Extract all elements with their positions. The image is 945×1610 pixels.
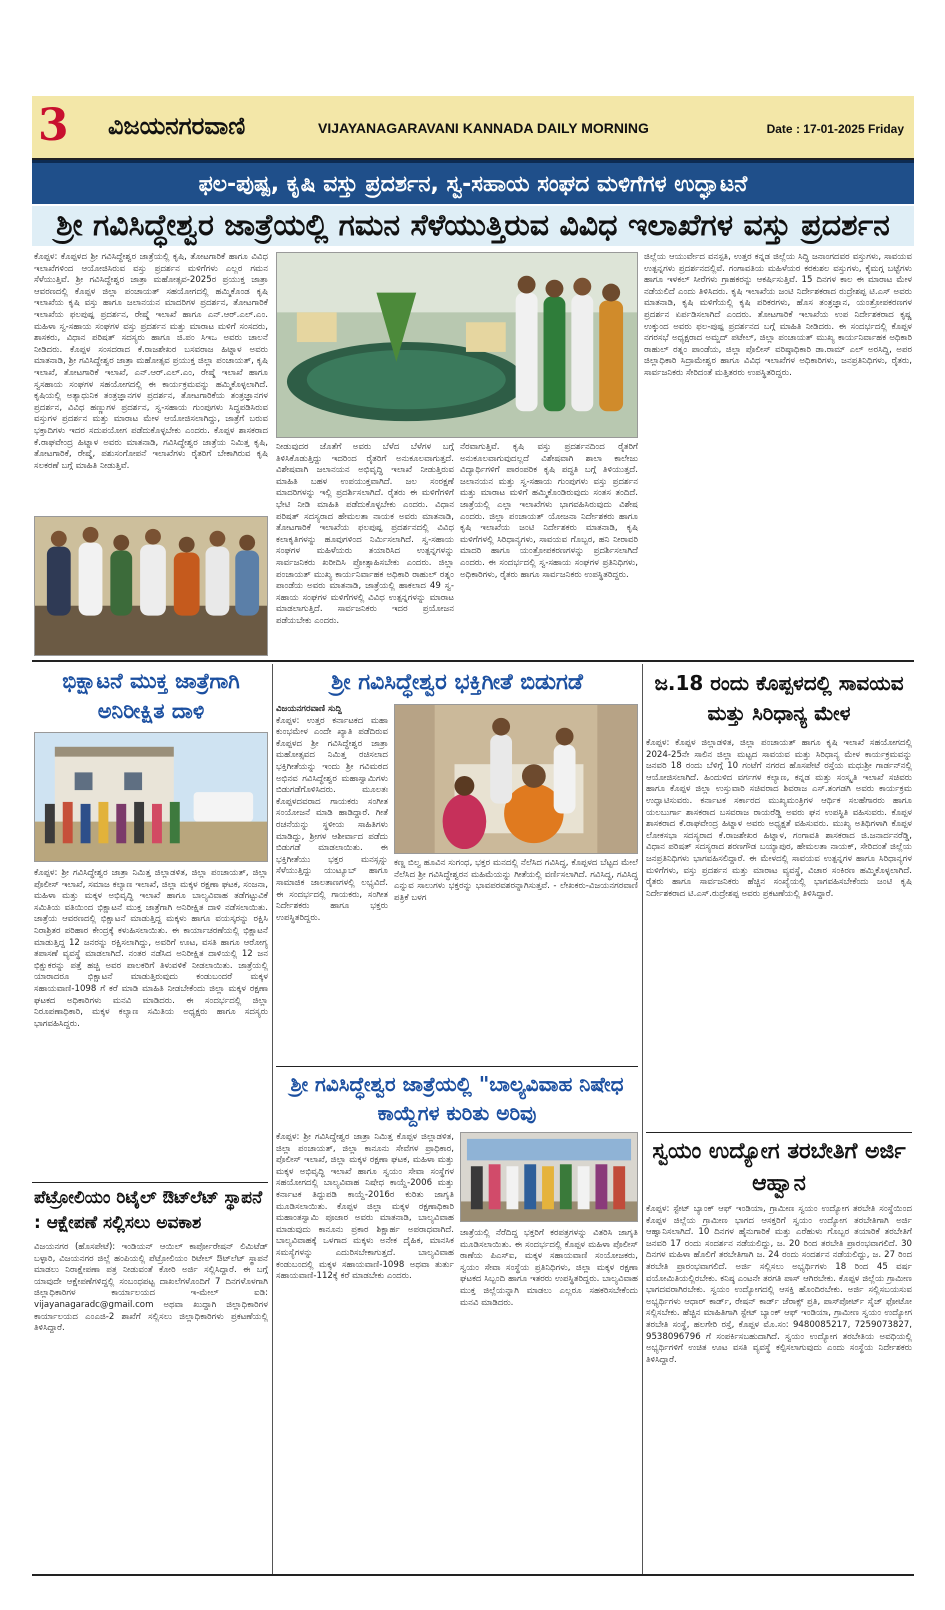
story-a-headline: ಭಿಕ್ಷಾಟನೆ ಮುಕ್ತ ಜಾತ್ರೆಗಾಗಿ ಅನಿರೀಕ್ಷಿತ ದಾಳಿ bbox=[62, 669, 240, 723]
lead-headline: ಶ್ರೀ ಗವಿಸಿದ್ಧೇಶ್ವರ ಜಾತ್ರೆಯಲ್ಲಿ ಗಮನ ಸೆಳೆಯುತ್ತಿರುವ ವಿವಿಧ ಇಲಾಖೆಗಳ ವಸ್ತು ಪ್ರದರ್ಶನ bbox=[32, 206, 914, 246]
section-banner: ಫಲ-ಪುಷ್ಪ, ಕೃಷಿ ವಸ್ತು ಪ್ರದರ್ಶನ, ಸ್ವ-ಸಹಾಯ ಸಂಘದ ಮಳಿಗೆಗಳ ಉದ್ಘಾಟನೆ bbox=[32, 160, 914, 204]
newspaper-page bbox=[32, 96, 914, 1576]
story-b-body: ವಿಜಯನಗರ (ಹೊಸಪೇಟೆ): ಇಂಡಿಯನ್ ಆಯಿಲ್ ಕಾರ್ಪೋರೇಷನ್ ಲಿಮಿಟೆಡ್ ಬಳ್ಳಾರಿ, ವಿಜಯನಗರ ಜಿಲ್ಲೆ ಹಂಪಿಯಲ್ಲಿ ಪೆಟ್ರೋಲಿಯಂ ರಿಟೇಲ್ ಔಟ್‍ಲೆಟ್ ಸ್ಥಾಪನೆ ಮಾಡಲು ನಿರಾಕ್ಷೇಪಣಾ ಪತ್ರ ನೀಡುವಂತೆ ಕೋರಿ ಅರ್ಜಿ ಸಲ್ಲಿಸಿದ್ದಾರೆ. ಈ ಬಗ್ಗೆ ಯಾವುದೇ ಆಕ್ಷೇಪಣೆಗಳಿದ್ದಲ್ಲಿ ಸಂಬಂಧಪಟ್ಟ ದಾಖಲೆಗಳೊಂದಿಗೆ 7 ದಿನಗಳೊಳಗಾಗಿ ಜಿಲ್ಲಾಧಿಕಾರಿಗಳ ಕಾರ್ಯಾಲಯದ ಇ-ಮೇಲ್ ಐಡಿ: vijayanagaradc@gmail.com ಅಥವಾ ಖುದ್ದಾಗಿ ಜಿಲ್ಲಾಧಿಕಾರಿಗಳ ಕಾರ್ಯಾಲಯದ ಎಂಎಜಿ-2 ಶಾಖೆಗೆ ಸಲ್ಲಿಸಲು ಜಿಲ್ಲಾಧಿಕಾರಿಗಳು ಪ್ರಕಟಣೆಯಲ್ಲಿ ತಿಳಿಸಿದ್ದಾರೆ. bbox=[34, 1242, 268, 1334]
divider-vertical-2 bbox=[642, 664, 643, 1574]
lead-column-1: ಕೊಪ್ಪಳ: ಕೊಪ್ಪಳದ ಶ್ರೀ ಗವಿಸಿದ್ಧೇಶ್ವರ ಜಾತ್ರೆಯಲ್ಲಿ ಕೃಷಿ, ತೋಟಗಾರಿಕೆ ಹಾಗೂ ವಿವಿಧ ಇಲಾಖೆಗಳಿಂದ ಆಯೋಜಿಸಿರುವ ವಸ್ತು ಪ್ರದರ್ಶನ ಮಳಿಗೆಗಳು ಎಲ್ಲರ ಗಮನ ಸೆಳೆಯುತ್ತಿವೆ. ಶ್ರೀ ಗವಿಸಿದ್ಧೇಶ್ವರ ಜಾತ್ರಾ ಮಹೋತ್ಸವ-2025ರ ಪ್ರಯುಕ್ತ ಜಾತ್ರಾ ಆವರಣದಲ್ಲಿ ಕೊಪ್ಪಳ ಜಿಲ್ಲಾ ಪಂಚಾಯತ್ ಸಹಯೋಗದಲ್ಲಿ ಹಮ್ಮಿಕೊಂಡ ಕೃಷಿ ಇಲಾಖೆಯ ಕೃಷಿ ವಸ್ತು ಹಾಗೂ ಜಲಾನಯನ ಮಾದರಿಗಳ ಪ್ರದರ್ಶನ, ತೋಟಗಾರಿಕೆ ಇಲಾಖೆಯ ಫಲಪುಷ್ಪ ಪ್ರದರ್ಶನ, ರೇಷ್ಮೆ ಇಲಾಖೆ ಹಾಗೂ ಎನ್.ಆರ್.ಎಲ್.ಎಂ. ಮಹಿಳಾ ಸ್ವ-ಸಹಾಯ ಸಂಘಗಳ ವಸ್ತು ಪ್ರದರ್ಶನ ಮತ್ತು ಮಾರಾಟ ಮಳಿಗೆ ಸಂಸದರು, ಶಾಸಕರು, ವಿಧಾನ ಪರಿಷತ್ ಸದಸ್ಯರು ಹಾಗೂ ಜಿ.ಪಂ ಸಿಇಒ ಅವರು ಚಾಲನೆ ನೀಡಿದರು. ಕೊಪ್ಪಳ ಸಂಸದರಾದ ಕೆ.ರಾಜಶೇಖರ ಬಸವರಾಜ ಹಿಟ್ನಾಳ ಅವರು ಮಾತನಾಡಿ, ಶ್ರೀ ಗವಿಸಿದ್ಧೇಶ್ವರ ಜಾತ್ರಾ ಮಹೋತ್ಸವ ಪ್ರಯುಕ್ತ ಜಿಲ್ಲಾ ಪಂಚಾಯತ್, ಕೃಷಿ ಇಲಾಖೆ, ತೋಟಗಾರಿಕೆ ಇಲಾಖೆ, ಎನ್.ಆರ್.ಎಲ್.ಎಂ, ರೇಷ್ಮೆ ಇಲಾಖೆ ಹಾಗೂ ಸ್ವಸಹಾಯ ಸಂಘಗಳ ಸಹಯೋಗದಲ್ಲಿ ಈ ಕಾರ್ಯಕ್ರಮವನ್ನು ಹಮ್ಮಿಕೊಳ್ಳಲಾಗಿದೆ. ಕೃಷಿಯಲ್ಲಿ ಅತ್ಯಾಧುನಿಕ ತಂತ್ರಜ್ಞಾನಗಳ ಪ್ರದರ್ಶನ, ತೋಟಗಾರಿಕೆಯ ತಂತ್ರಜ್ಞಾನಗಳ ಪ್ರದರ್ಶನ, ವಿವಿಧ ಹಣ್ಣುಗಳ ಪ್ರದರ್ಶನ, ಸ್ವ-ಸಹಾಯ ಗುಂಪುಗಳು ಸಿದ್ಧಪಡಿಸಿರುವ ವಸ್ತುಗಳ ಪ್ರದರ್ಶನ ಮತ್ತು ಮಾರಾಟ ಮೇಳ ಆಯೋಜಿಸಲಾಗಿದ್ದು, ಜಾತ್ರೆಗೆ ಬರುವ ಭಕ್ತಾದಿಗಳು ಇದರ ಸದುಪಯೋಗ ಪಡೆದುಕೊಳ್ಳಬೇಕು ಎಂದರು. ಕೊಪ್ಪಳ ಶಾಸಕರಾದ ಕೆ.ರಾಘವೇಂದ್ರ ಹಿಟ್ನಾಳ ಅವರು ಮಾತನಾಡಿ, ಗವಿಸಿದ್ಧೇಶ್ವರ ಜಾತ್ರೆಯ ನಿಮಿತ್ತ ಕೃಷಿ, ತೋಟಗಾರಿಕೆ, ರೇಷ್ಮೆ, ಪಶುಸಂಗೋಪನೆ ಇಲಾಖೆಗಳು ರೈತರಿಗೆ ಬೇಕಾಗಿರುವ ಕೃಷಿ ಸಲಕರಣೆ ಬಗ್ಗೆ ಮಾಹಿತಿ ನೀಡುತ್ತಿವೆ. bbox=[34, 252, 268, 471]
story-a-photo bbox=[34, 732, 268, 862]
paper-name-english bbox=[318, 120, 649, 136]
exhibition-photo-image bbox=[277, 253, 637, 437]
story-c-body-continued: ಕಣ್ಣ ಬಿಲ್ವ ಹೂವಿನ ಸುಗಂಧ, ಭಕ್ತರ ಮನದಲ್ಲಿ ನೆಲೆಸಿದ ಗವಿಸಿದ್ಧ, ಕೊಪ್ಪಳದ ಬೆಟ್ಟದ ಮೇಲೆ ನೆಲೆಸಿದ ಶ್ರೀ ಗವಿಸಿದ್ಧೇಶ್ವರನ ಮಹಿಮೆಯನ್ನು ಗೀತೆಯಲ್ಲಿ ವರ್ಣಿಸಲಾಗಿದೆ. ಗವಿಸಿದ್ಧ, ಗವಿಸಿದ್ಧ ಎನ್ನುವ ಸಾಲುಗಳು ಭಕ್ತರನ್ನು ಭಾವಪರವಶರನ್ನಾಗಿಸುತ್ತವೆ. - ಲೇಖಕರು-ವಿಜಯನಗರವಾಣಿ ಪತ್ರಿಕೆ ಬಳಗ bbox=[394, 858, 638, 903]
paper-name-kannada: ವಿಜಯನಗರವಾಣಿ bbox=[108, 112, 246, 140]
story-f-body: ಕೊಪ್ಪಳ: ಸ್ಟೇಟ್ ಬ್ಯಾಂಕ್ ಆಫ್ ಇಂಡಿಯಾ, ಗ್ರಾಮೀಣ ಸ್ವಯಂ ಉದ್ಯೋಗ ತರಬೇತಿ ಸಂಸ್ಥೆಯಿಂದ ಕೊಪ್ಪಳ ಜಿಲ್ಲೆಯ ಗ್ರಾಮೀಣ ಭಾಗದ ಆಸಕ್ತರಿಗೆ ಸ್ವಯಂ ಉದ್ಯೋಗ ತರಬೇತಿಗಾಗಿ ಅರ್ಜಿ ಆಹ್ವಾನಿಸಲಾಗಿದೆ. 10 ದಿನಗಳ ಹೈನುಗಾರಿಕೆ ಮತ್ತು ಎರೆಹುಳು ಗೊಬ್ಬರ ತಯಾರಿಕೆ ತರಬೇತಿಗೆ ಜನವರಿ 17 ರಂದು ಸಂದರ್ಶನ ನಡೆಯಲಿದ್ದು, ಜ. 20 ರಿಂದ ತರಬೇತಿ ಪ್ರಾರಂಭವಾಗಲಿದೆ. 30 ದಿನಗಳ ಮಹಿಳಾ ಹೊಲಿಗೆ ತರಬೇತಿಗಾಗಿ ಜ. 24 ರಂದು ಸಂದರ್ಶನ ನಡೆಯಲಿದ್ದು, ಜ. 27 ರಿಂದ ತರಬೇತಿ ಪ್ರಾರಂಭವಾಗಲಿದೆ. ಅರ್ಜಿ ಸಲ್ಲಿಸಲು ಅಭ್ಯರ್ಥಿಗಳು 18 ರಿಂದ 45 ವರ್ಷ ವಯೋಮಿತಿಯಲ್ಲಿರಬೇಕು. ಕನಿಷ್ಠ ಎಂಟನೇ ತರಗತಿ ಪಾಸ್ ಆಗಿರಬೇಕು. ಕೊಪ್ಪಳ ಜಿಲ್ಲೆಯ ಗ್ರಾಮೀಣ ಭಾಗದವರಾಗಿರಬೇಕು. ಸ್ವಯಂ ಉದ್ಯೋಗದಲ್ಲಿ ಆಸಕ್ತಿ ಹೊಂದಿರಬೇಕು. ಅರ್ಜಿ ಸಲ್ಲಿಸಬಯಸುವ ಅಭ್ಯರ್ಥಿಗಳು ಆಧಾರ್ ಕಾರ್ಡ್, ರೇಷನ್ ಕಾರ್ಡ್ ಜೆರಾಕ್ಸ್ ಪ್ರತಿ, ಪಾಸ್‍ಪೋರ್ಟ್ ಸೈಜ್ ಫೋಟೋ ಸಲ್ಲಿಸಬೇಕು. ಹೆಚ್ಚಿನ ಮಾಹಿತಿಗಾಗಿ ಸ್ಟೇಟ್ ಬ್ಯಾಂಕ್ ಆಫ್ ಇಂಡಿಯಾ, ಗ್ರಾಮೀಣ ಸ್ವಯಂ ಉದ್ಯೋಗ ತರಬೇತಿ ಸಂಸ್ಥೆ, ಹಲಗೇರಿ ರಸ್ತೆ, ಕೊಪ್ಪಳ ಮೊ.ಸಂ: 9480085217, 7259073827, 9538096796 ಗೆ ಸಂಪರ್ಕಿಸಬಹುದಾಗಿದೆ. ಸ್ವಯಂ ಉದ್ಯೋಗ ತರಬೇತಿಯ ಅವಧಿಯಲ್ಲಿ ಅಭ್ಯರ್ಥಿಗಳಿಗೆ ಉಚಿತ ಊಟ ವಸತಿ ವ್ಯವಸ್ಥೆ ಕಲ್ಪಿಸಲಾಗುವುದು ಎಂದು ಸಂಸ್ಥೆಯ ನಿರ್ದೇಶಕರು ತಿಳಿಸಿದ್ದಾರೆ. bbox=[646, 1204, 912, 1365]
lead-column-4: ಜಿಲ್ಲೆಯ ಆಯುರ್ವೇದ ವನಸ್ಪತಿ, ಉತ್ತರ ಕನ್ನಡ ಜಿಲ್ಲೆಯ ಸಿದ್ಧಿ ಜನಾಂಗದವರ ವಸ್ತುಗಳು, ಸಾವಯವ ಉತ್ಪನ್ನಗಳು ಪ್ರದರ್ಶನದಲ್ಲಿವೆ. ಗಂಗಾವತಿಯ ಮಹಿಳೆಯರ ಕರಕುಶಲ ವಸ್ತುಗಳು, ಕೈಮಗ್ಗ ಬಟ್ಟೆಗಳು ಹಾಗೂ ಇಳಕಲ್ ಸೀರೆಗಳು ಗ್ರಾಹಕರನ್ನು ಆಕರ್ಷಿಸುತ್ತಿವೆ. 15 ದಿನಗಳ ಕಾಲ ಈ ಮಾರಾಟ ಮೇಳ ನಡೆಯಲಿದೆ ಎಂದು ತಿಳಿಸಿದರು. ಕೃಷಿ ಇಲಾಖೆಯ ಜಂಟಿ ನಿರ್ದೇಶಕರಾದ ರುದ್ರೇಶಪ್ಪ ಟಿ.ಎಸ್ ಅವರು ಮಾತನಾಡಿ, ಕೃಷಿ ಮಳಿಗೆಯಲ್ಲಿ ಕೃಷಿ ಪರಿಕರಗಳು, ಹೊಸ ತಂತ್ರಜ್ಞಾನ, ಯಂತ್ರೋಪಕರಣಗಳ ಪ್ರದರ್ಶನ ಏರ್ಪಡಿಸಲಾಗಿದೆ ಎಂದರು. ತೋಟಗಾರಿಕೆ ಇಲಾಖೆಯ ಉಪ ನಿರ್ದೇಶಕರಾದ ಕೃಷ್ಣ ಉಕ್ಕುಂದ ಅವರು ಫಲ-ಪುಷ್ಪ ಪ್ರದರ್ಶನದ ಬಗ್ಗೆ ಮಾಹಿತಿ ನೀಡಿದರು. ಈ ಸಂದರ್ಭದಲ್ಲಿ ಕೊಪ್ಪಳ ನಗರಸಭೆ ಅಧ್ಯಕ್ಷರಾದ ಅಮ್ಜದ್ ಪಟೇಲ್, ಜಿಲ್ಲಾ ಪಂಚಾಯತ್ ಮುಖ್ಯ ಕಾರ್ಯನಿರ್ವಾಹಕ ಅಧಿಕಾರಿ ರಾಹುಲ್ ರತ್ನಂ ಪಾಂಡೆಯ, ಜಿಲ್ಲಾ ಪೊಲೀಸ್ ವರಿಷ್ಠಾಧಿಕಾರಿ ಡಾ.ರಾಮ್ ಎಲ್ ಅರಸಿದ್ದಿ, ಅಪರ ಜಿಲ್ಲಾಧಿಕಾರಿ ಸಿದ್ರಾಮೇಶ್ವರ ಹಾಗೂ ವಿವಿಧ ಇಲಾಖೆಗಳ ಅಧಿಕಾರಿಗಳು, ಜನಪ್ರತಿನಿಧಿಗಳು, ರೈತರು, ಸಾರ್ವಜನಿಕರು ಸೇರಿದಂತೆ ಮತ್ತಿತರರು ಉಪಸ್ಥಿತರಿದ್ದರು. bbox=[644, 252, 912, 378]
story-e-headline: ಜ.18 ರಂದು ಕೊಪ್ಪಳದಲ್ಲಿ ಸಾವಯವ ಮತ್ತು ಸಿರಿಧಾನ್ಯ ಮೇಳ bbox=[654, 671, 904, 725]
group-photo-image bbox=[35, 517, 267, 655]
story-e-body: ಕೊಪ್ಪಳ: ಕೊಪ್ಪಳ ಜಿಲ್ಲಾಡಳಿತ, ಜಿಲ್ಲಾ ಪಂಚಾಯತ್ ಹಾಗೂ ಕೃಷಿ ಇಲಾಖೆ ಸಹಯೋಗದಲ್ಲಿ 2024-25ನೇ ಸಾಲಿನ ಜಿಲ್ಲಾ ಮಟ್ಟದ ಸಾವಯವ ಮತ್ತು ಸಿರಿಧಾನ್ಯ ಮೇಳ ಕಾರ್ಯಕ್ರಮವನ್ನು ಜನವರಿ 18 ರಂದು ಬೆಳಿಗ್ಗೆ 10 ಗಂಟೆಗೆ ನಗರದ ಹೊಸಪೇಟೆ ರಸ್ತೆಯ ಮಧುಶ್ರೀ ಗಾರ್ಡನ್‍ನಲ್ಲಿ ಆಯೋಜಿಸಲಾಗಿದೆ. ಹಿಂದುಳಿದ ವರ್ಗಗಳ ಕಲ್ಯಾಣ, ಕನ್ನಡ ಮತ್ತು ಸಂಸ್ಕೃತಿ ಇಲಾಖೆ ಸಚಿವರು ಹಾಗೂ ಕೊಪ್ಪಳ ಜಿಲ್ಲಾ ಉಸ್ತುವಾರಿ ಸಚಿವರಾದ ಶಿವರಾಜ ಎಸ್.ತಂಗಡಗಿ ಅವರು ಕಾರ್ಯಕ್ರಮ ಉದ್ಘಾಟಿಸುವರು. ಕರ್ನಾಟಕ ಸರ್ಕಾರದ ಮುಖ್ಯಮಂತ್ರಿಗಳ ಆರ್ಥಿಕ ಸಲಹೆಗಾರರು ಹಾಗೂ ಯಲಬುರ್ಗಾ ಶಾಸಕರಾದ ಬಸವರಾಜ ರಾಯರೆಡ್ಡಿ ಅವರು ಘನ ಉಪಸ್ಥಿತಿ ವಹಿಸುವರು. ಕೊಪ್ಪಳ ಶಾಸಕರಾದ ಕೆ.ರಾಘವೇಂದ್ರ ಹಿಟ್ನಾಳ ಅವರು ಅಧ್ಯಕ್ಷತೆ ವಹಿಸುವರು. ಮುಖ್ಯ ಅತಿಥಿಗಳಾಗಿ ಕೊಪ್ಪಳ ಲೋಕಸಭಾ ಸದಸ್ಯರಾದ ಕೆ.ರಾಜಶೇಖರ ಹಿಟ್ನಾಳ, ಗಂಗಾವತಿ ಶಾಸಕರಾದ ಜಿ.ಜನಾರ್ದನರೆಡ್ಡಿ, ವಿಧಾನ ಪರಿಷತ್ ಸದಸ್ಯರಾದ ಶರಣಗೌಡ ಬಯ್ಯಾಪುರ, ಹೇಮಲತಾ ನಾಯಕ್, ಸೇರಿದಂತೆ ಜಿಲ್ಲೆಯ ಜನಪ್ರತಿನಿಧಿಗಳು ಭಾಗವಹಿಸಲಿದ್ದಾರೆ. ಈ ಮೇಳದಲ್ಲಿ ಸಾವಯವ ಉತ್ಪನ್ನಗಳ ಹಾಗೂ ಸಿರಿಧಾನ್ಯಗಳ ಮಳಿಗೆಗಳು, ವಸ್ತು ಪ್ರದರ್ಶನ ಮತ್ತು ಮಾರಾಟ ವ್ಯವಸ್ಥೆ, ವಿಚಾರ ಸಂಕಿರಣ ಹಮ್ಮಿಕೊಳ್ಳಲಾಗಿದೆ. ರೈತರು ಹಾಗೂ ಸಾರ್ವಜನಿಕರು ಹೆಚ್ಚಿನ ಸಂಖ್ಯೆಯಲ್ಲಿ ಭಾಗವಹಿಸಬೇಕೆಂದು ಜಂಟಿ ಕೃಷಿ ನಿರ್ದೇಶಕರಾದ ಟಿ.ಎಸ್.ರುದ್ರೇಶಪ್ಪ ಅವರು ಪ್ರಕಟಣೆಯಲ್ಲಿ ತಿಳಿಸಿದ್ದಾರೆ. bbox=[646, 738, 912, 899]
paper-name-english-rest: KANNADA DAILY MORNING bbox=[458, 120, 649, 136]
story-c-body-text: ಕೊಪ್ಪಳ: ಉತ್ತರ ಕರ್ನಾಟಕದ ಮಹಾ ಕುಂಭಮೇಳ ಎಂದೇ ಖ್ಯಾತಿ ಪಡೆದಿರುವ ಕೊಪ್ಪಳದ ಶ್ರೀ ಗವಿಸಿದ್ಧೇಶ್ವರ ಜಾತ್ರಾ ಮಹೋತ್ಸವದ ನಿಮಿತ್ತ ರಚಿಸಲಾದ ಭಕ್ತಿಗೀತೆಯನ್ನು ಇಂದು ಶ್ರೀ ಗವಿಮಠದ ಅಭಿನವ ಗವಿಸಿದ್ಧೇಶ್ವರ ಮಹಾಸ್ವಾಮಿಗಳು ಬಿಡುಗಡೆಗೊಳಿಸಿದರು. ಮೂಲತಃ ಕೊಪ್ಪಳದವರಾದ ಗಾಯಕರು ಸಂಗೀತ ಸಂಯೋಜನೆ ಮಾಡಿ ಹಾಡಿದ್ದಾರೆ. ಗೀತೆ ರಚನೆಯನ್ನು ಸ್ಥಳೀಯ ಸಾಹಿತಿಗಳು ಮಾಡಿದ್ದು, ಶ್ರೀಗಳ ಆಶೀರ್ವಾದ ಪಡೆದು ಬಿಡುಗಡೆ ಮಾಡಲಾಯಿತು. ಈ ಭಕ್ತಿಗೀತೆಯು ಭಕ್ತರ ಮನಸ್ಸನ್ನು ಸೆಳೆಯುತ್ತಿದ್ದು ಯುಟ್ಯೂಬ್ ಹಾಗೂ ಸಾಮಾಜಿಕ ಜಾಲತಾಣಗಳಲ್ಲಿ ಲಭ್ಯವಿದೆ. ಈ ಸಂದರ್ಭದಲ್ಲಿ ಗಾಯಕರು, ಸಂಗೀತ ನಿರ್ದೇಶಕರು ಹಾಗೂ ಭಕ್ತರು ಉಪಸ್ಥಿತರಿದ್ದರು. bbox=[276, 715, 388, 923]
divider-story-c-d bbox=[276, 1066, 638, 1067]
divider-story-e-f bbox=[646, 1132, 912, 1133]
story-a-body: ಕೊಪ್ಪಳ: ಶ್ರೀ ಗವಿಸಿದ್ಧೇಶ್ವರ ಜಾತ್ರಾ ನಿಮಿತ್ತ ಜಿಲ್ಲಾಡಳಿತ, ಜಿಲ್ಲಾ ಪಂಚಾಯತ್, ಜಿಲ್ಲಾ ಪೊಲೀಸ್ ಇಲಾಖೆ, ಸಮಾಜ ಕಲ್ಯಾಣ ಇಲಾಖೆ, ಜಿಲ್ಲಾ ಮಕ್ಕಳ ರಕ್ಷಣಾ ಘಟಕ, ಸಂಜನಾ, ಮಹಿಳಾ ಮತ್ತು ಮಕ್ಕಳ ಅಭಿವೃದ್ಧಿ ಇಲಾಖೆ ಹಾಗೂ ಬಾಲ್ಯವಿವಾಹ ತಡೆಗಟ್ಟುವಿಕೆ ಸಮಿತಿಯ ವತಿಯಿಂದ ಭಿಕ್ಷಾಟನೆ ಮುಕ್ತ ಜಾತ್ರೆಗಾಗಿ ಅನಿರೀಕ್ಷಿತ ದಾಳಿ ನಡೆಸಲಾಯಿತು. ಜಾತ್ರೆಯ ಆವರಣದಲ್ಲಿ ಭಿಕ್ಷಾಟನೆ ಮಾಡುತ್ತಿದ್ದ ಮಕ್ಕಳು ಹಾಗೂ ವಯಸ್ಕರನ್ನು ರಕ್ಷಿಸಿ ನಿರಾಶ್ರಿತರ ಪರಿಹಾರ ಕೇಂದ್ರಕ್ಕೆ ಕಳುಹಿಸಲಾಯಿತು. ಈ ಕಾರ್ಯಾಚರಣೆಯಲ್ಲಿ ಭಿಕ್ಷಾಟನೆ ಮಾಡುತ್ತಿದ್ದ 12 ಜನರನ್ನು ರಕ್ಷಿಸಲಾಗಿದ್ದು, ಅವರಿಗೆ ಊಟ, ವಸತಿ ಹಾಗೂ ಆರೋಗ್ಯ ತಪಾಸಣೆ ವ್ಯವಸ್ಥೆ ಮಾಡಲಾಗಿದೆ. ನಂತರ ನಡೆಸಿದ ಅನಿರೀಕ್ಷಿತ ದಾಳಿಯಲ್ಲಿ 12 ಜನ ಭಿಕ್ಷುಕರನ್ನು ಪತ್ತೆ ಹಚ್ಚಿ ಅವರ ಪಾಲಕರಿಗೆ ತಿಳುವಳಿಕೆ ನೀಡಲಾಯಿತು. ಜಾತ್ರೆಯಲ್ಲಿ ಯಾರಾದರೂ ಭಿಕ್ಷಾಟನೆ ಮಾಡುತ್ತಿರುವುದು ಕಂಡುಬಂದರೆ ಮಕ್ಕಳ ಸಹಾಯವಾಣಿ-1098 ಗೆ ಕರೆ ಮಾಡಿ ಮಾಹಿತಿ ನೀಡಬೇಕೆಂದು ಜಿಲ್ಲಾ ಮಕ್ಕಳ ರಕ್ಷಣಾ ಘಟಕದ ಅಧಿಕಾರಿಗಳು ಮನವಿ ಮಾಡಿದರು. ಈ ಸಂದರ್ಭದಲ್ಲಿ ಜಿಲ್ಲಾ ನಿರೂಪಣಾಧಿಕಾರಿ, ಮಕ್ಕಳ ಕಲ್ಯಾಣ ಸಮಿತಿಯ ಅಧ್ಯಕ್ಷರು ಹಾಗೂ ಸದಸ್ಯರು ಭಾಗವಹಿಸಿದ್ದರು. bbox=[34, 868, 268, 1029]
story-c-headline: ಶ್ರೀ ಗವಿಸಿದ್ಧೇಶ್ವರ ಭಕ್ತಿಗೀತೆ ಬಿಡುಗಡೆ bbox=[331, 670, 583, 695]
story-c-photo bbox=[394, 704, 638, 854]
swamiji-photo-image bbox=[395, 705, 637, 853]
story-f-headline: ಸ್ವಯಂ ಉದ್ಯೋಗ ತರಬೇತಿಗೆ ಅರ್ಜಿ ಆಹ್ವಾನ bbox=[652, 1139, 906, 1196]
story-d-headline: ಶ್ರೀ ಗವಿಸಿದ್ಧೇಶ್ವರ ಜಾತ್ರೆಯಲ್ಲಿ "ಬಾಲ್ಯವಿವಾಹ ನಿಷೇಧ ಕಾಯ್ದೆಗಳ ಕುರಿತು ಅರಿವು bbox=[290, 1072, 624, 1125]
story-c-byline: ವಿಜಯನಗರವಾಣಿ ಸುದ್ದಿ bbox=[276, 704, 342, 714]
page-bottom-rule bbox=[32, 1574, 914, 1576]
lead-photo-small bbox=[34, 516, 268, 656]
lead-column-3: ನೆರವಾಗುತ್ತಿವೆ. ಕೃಷಿ ವಸ್ತು ಪ್ರದರ್ಶನದಿಂದ ರೈತರಿಗೆ ಅನುಕೂಲವಾಗುವುದಲ್ಲದೆ ವಿಶೇಷವಾಗಿ ಶಾಲಾ ಕಾಲೇಜು ವಿದ್ಯಾರ್ಥಿಗಳಿಗೆ ಪಾರಂಪರಿಕ ಕೃಷಿ ಪದ್ಧತಿ ಬಗ್ಗೆ ತಿಳಿಯುತ್ತದೆ. ಜಲಾನಯನ ಮತ್ತು ಸ್ವ-ಸಹಾಯ ಗುಂಪುಗಳು ವಸ್ತು ಪ್ರದರ್ಶನ ಮತ್ತು ಮಾರಾಟ ಮಳಿಗೆ ಹಮ್ಮಿಕೊಂಡಿರುವುದು ಸಂತಸ ತಂದಿದೆ. ಜಾತ್ರೆಯಲ್ಲಿ ಎಲ್ಲಾ ಇಲಾಖೆಗಳು ಭಾಗವಹಿಸಿರುವುದು ವಿಶೇಷ ಎಂದರು. ಜಿಲ್ಲಾ ಪಂಚಾಯತ್ ಯೋಜನಾ ನಿರ್ದೇಶಕರು ಹಾಗೂ ಕೃಷಿ ಇಲಾಖೆಯ ಜಂಟಿ ನಿರ್ದೇಶಕರು ಮಾತನಾಡಿ, ಕೃಷಿ ಮಳಿಗೆಗಳಲ್ಲಿ ಸಿರಿಧಾನ್ಯಗಳು, ಸಾವಯವ ಗೊಬ್ಬರ, ಹನಿ ನೀರಾವರಿ ಮಾದರಿ ಹಾಗೂ ಯಂತ್ರೋಪಕರಣಗಳನ್ನು ಪ್ರದರ್ಶಿಸಲಾಗಿದೆ ಎಂದರು. ಈ ಸಂದರ್ಭದಲ್ಲಿ ಸ್ವ-ಸಹಾಯ ಸಂಘಗಳ ಪ್ರತಿನಿಧಿಗಳು, ಅಧಿಕಾರಿಗಳು, ರೈತರು ಹಾಗೂ ಸಾರ್ವಜನಿಕರು ಉಪಸ್ಥಿತರಿದ್ದರು. bbox=[460, 442, 638, 580]
awareness-group-photo-image bbox=[461, 1133, 637, 1221]
story-d-body-continued: ಜಾತ್ರೆಯಲ್ಲಿ ನೆರೆದಿದ್ದ ಭಕ್ತರಿಗೆ ಕರಪತ್ರಗಳನ್ನು ವಿತರಿಸಿ ಜಾಗೃತಿ ಮೂಡಿಸಲಾಯಿತು. ಈ ಸಂದರ್ಭದಲ್ಲಿ ಕೊಪ್ಪಳ ಮಹಿಳಾ ಪೊಲೀಸ್ ಠಾಣೆಯ ಪಿಎಸ್ಐ, ಮಕ್ಕಳ ಸಹಾಯವಾಣಿ ಸಂಯೋಜಕರು, ಸ್ವಯಂ ಸೇವಾ ಸಂಸ್ಥೆಯ ಪ್ರತಿನಿಧಿಗಳು, ಜಿಲ್ಲಾ ಮಕ್ಕಳ ರಕ್ಷಣಾ ಘಟಕದ ಸಿಬ್ಬಂದಿ ಹಾಗೂ ಇತರರು ಉಪಸ್ಥಿತರಿದ್ದರು. ಬಾಲ್ಯವಿವಾಹ ಮುಕ್ತ ಜಿಲ್ಲೆಯನ್ನಾಗಿ ಮಾಡಲು ಎಲ್ಲರೂ ಸಹಕರಿಸಬೇಕೆಂದು ಮನವಿ ಮಾಡಿದರು. bbox=[460, 1228, 638, 1308]
story-d-body: ಕೊಪ್ಪಳ: ಶ್ರೀ ಗವಿಸಿದ್ಧೇಶ್ವರ ಜಾತ್ರಾ ನಿಮಿತ್ತ ಕೊಪ್ಪಳ ಜಿಲ್ಲಾಡಳಿತ, ಜಿಲ್ಲಾ ಪಂಚಾಯತ್, ಜಿಲ್ಲಾ ಕಾನೂನು ಸೇವೆಗಳ ಪ್ರಾಧಿಕಾರ, ಪೊಲೀಸ್ ಇಲಾಖೆ, ಜಿಲ್ಲಾ ಮಕ್ಕಳ ರಕ್ಷಣಾ ಘಟಕ, ಮಹಿಳಾ ಮತ್ತು ಮಕ್ಕಳ ಅಭಿವೃದ್ಧಿ ಇಲಾಖೆ ಹಾಗೂ ಸ್ವಯಂ ಸೇವಾ ಸಂಸ್ಥೆಗಳ ಸಹಯೋಗದಲ್ಲಿ ಬಾಲ್ಯವಿವಾಹ ನಿಷೇಧ ಕಾಯ್ದೆ-2006 ಮತ್ತು ಕರ್ನಾಟಕ ತಿದ್ದುಪಡಿ ಕಾಯ್ದೆ-2016ರ ಕುರಿತು ಜಾಗೃತಿ ಮೂಡಿಸಲಾಯಿತು. ಕೊಪ್ಪಳ ಜಿಲ್ಲಾ ಮಕ್ಕಳ ರಕ್ಷಣಾಧಿಕಾರಿ ಮಹಾಂತಸ್ವಾಮಿ ಪೂಜಾರ ಅವರು ಮಾತನಾಡಿ, ಬಾಲ್ಯವಿವಾಹ ಮಾಡುವುದು ಕಾನೂನು ಪ್ರಕಾರ ಶಿಕ್ಷಾರ್ಹ ಅಪರಾಧವಾಗಿದೆ. ಬಾಲ್ಯವಿವಾಹಕ್ಕೆ ಒಳಗಾದ ಮಕ್ಕಳು ಅನೇಕ ದೈಹಿಕ, ಮಾನಸಿಕ ಸಮಸ್ಯೆಗಳನ್ನು ಎದುರಿಸಬೇಕಾಗುತ್ತದೆ. ಬಾಲ್ಯವಿವಾಹ ಕಂಡುಬಂದಲ್ಲಿ ಮಕ್ಕಳ ಸಹಾಯವಾಣಿ-1098 ಅಥವಾ ತುರ್ತು ಸಹಾಯವಾಣಿ-112ಕ್ಕೆ ಕರೆ ಮಾಡಬೇಕು ಎಂದರು. bbox=[276, 1132, 454, 1282]
paper-name-english-bold: VIJAYANAGARAVANI bbox=[318, 120, 459, 136]
lead-column-2: ನೀಡುವುದರ ಜೊತೆಗೆ ಅವರು ಬೆಳೆದ ಬೆಳೆಗಳ ಬಗ್ಗೆ ತಿಳಿಸಿಕೊಡುತ್ತಿದ್ದು ಇದರಿಂದ ರೈತರಿಗೆ ಅನುಕೂಲವಾಗುತ್ತದೆ. ವಿಶೇಷವಾಗಿ ಜಲಾನಯನ ಅಭಿವೃದ್ಧಿ ಇಲಾಖೆ ನೀಡುತ್ತಿರುವ ಮಾಹಿತಿ ಬಹಳ ಉಪಯುಕ್ತವಾಗಿದೆ. ಜಲ ಸಂರಕ್ಷಣೆ ಮಾದರಿಗಳನ್ನು ಇಲ್ಲಿ ಪ್ರದರ್ಶಿಸಲಾಗಿದೆ. ರೈತರು ಈ ಮಳಿಗೆಗಳಿಗೆ ಭೇಟಿ ನೀಡಿ ಮಾಹಿತಿ ಪಡೆದುಕೊಳ್ಳಬೇಕು ಎಂದರು. ವಿಧಾನ ಪರಿಷತ್ ಸದಸ್ಯರಾದ ಹೇಮಲತಾ ನಾಯಕ ಅವರು ಮಾತನಾಡಿ, ತೋಟಗಾರಿಕೆ ಇಲಾಖೆಯ ಫಲಪುಷ್ಪ ಪ್ರದರ್ಶನದಲ್ಲಿ ವಿವಿಧ ಕಲಾಕೃತಿಗಳನ್ನು ಹೂವುಗಳಿಂದ ನಿರ್ಮಿಸಲಾಗಿದೆ. ಸ್ವ-ಸಹಾಯ ಸಂಘಗಳ ಮಹಿಳೆಯರು ತಯಾರಿಸಿದ ಉತ್ಪನ್ನಗಳನ್ನು ಸಾರ್ವಜನಿಕರು ಖರೀದಿಸಿ ಪ್ರೋತ್ಸಾಹಿಸಬೇಕು ಎಂದರು. ಜಿಲ್ಲಾ ಪಂಚಾಯತ್ ಮುಖ್ಯ ಕಾರ್ಯನಿರ್ವಾಹಕ ಅಧಿಕಾರಿ ರಾಹುಲ್ ರತ್ನಂ ಪಾಂಡೆಯ ಅವರು ಮಾತನಾಡಿ, ಜಾತ್ರೆಯಲ್ಲಿ ಹಾಕಲಾದ 49 ಸ್ವ-ಸಹಾಯ ಸಂಘಗಳ ಮಳಿಗೆಗಳಲ್ಲಿ ವಿವಿಧ ಉತ್ಪನ್ನಗಳನ್ನು ಮಾರಾಟ ಮಾಡಲಾಗುತ್ತಿದೆ. ಸಾರ್ವಜನಿಕರು ಇದರ ಪ್ರಯೋಜನ ಪಡೆಯಬೇಕು ಎಂದರು. bbox=[276, 442, 454, 626]
building-photo-image bbox=[35, 733, 267, 861]
story-d-photo bbox=[460, 1132, 638, 1222]
divider-under-lead bbox=[32, 660, 914, 662]
divider-vertical-1 bbox=[272, 664, 273, 1574]
lead-photo-large bbox=[276, 252, 638, 438]
masthead bbox=[32, 96, 914, 160]
divider-story-a-b bbox=[32, 1182, 268, 1183]
issue-date: Date : 17-01-2025 Friday bbox=[766, 122, 904, 136]
story-b-headline: ಪೆಟ್ರೋಲಿಯಂ ರಿಟೈಲ್ ಔಟ್‍ಲೆಟ್ ಸ್ಥಾಪನೆ : ಆಕ್ಷೇಪಣೆ ಸಲ್ಲಿಸಲು ಅವಕಾಶ bbox=[34, 1188, 263, 1233]
page-number: 3 bbox=[38, 100, 69, 151]
story-c-body bbox=[276, 704, 388, 1062]
